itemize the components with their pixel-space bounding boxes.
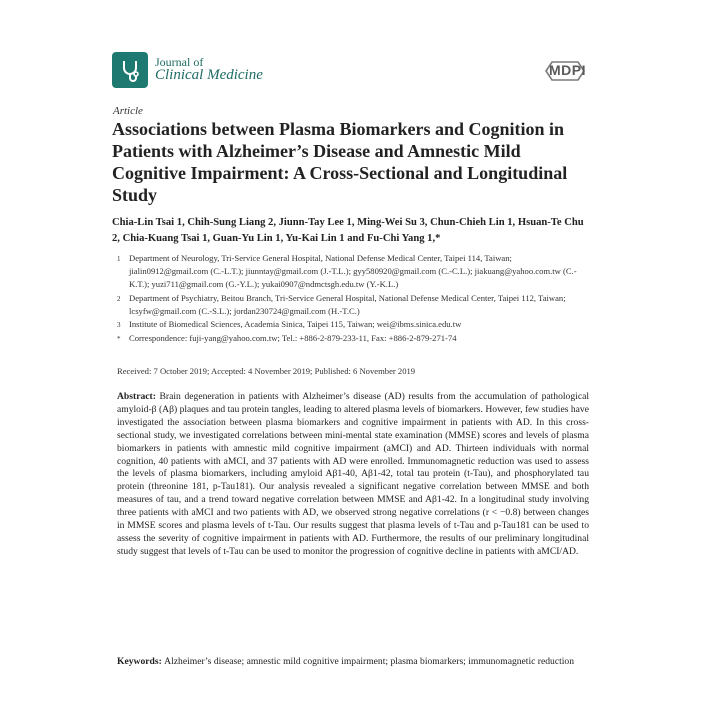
affiliation-2: 2 Department of Psychiatry, Beitou Branch, Tri-Service General Hospital, National Defense Medical Center, Taipei 112, Taiwan; lcsyfw@gmail.com (C.-S.L.); jordan230724@gmail.com (H.-T.C.) (117, 292, 566, 316)
keywords-label: Keywords: (117, 656, 165, 667)
affiliations (117, 252, 592, 346)
publisher-name: MDPI (549, 62, 586, 78)
article-title: Associations between Plasma Biomarkers and Cognition in Patients with Alzheimer’s Disease and Amnestic Mild Cognitive Impairment: A Cross-Sectional and Longitudinal Study (112, 119, 568, 205)
journal-name-line1: Journal of (155, 54, 204, 69)
publisher-logo (543, 60, 587, 82)
abstract-text: Brain degeneration in patients with Alzheimer’s disease (AD) results from the accumulation of pathological amyloid-β (Aβ) plaques and tau protein tangles, leading to altered plasma levels of biomarkers. However, few studies have investigated the association between plasma biomarkers and cognitive impairment in patients with AD. In this cross-sectional study, we investigated correlations between mini-mental state examination (MMSE) scores and levels of plasma biomarkers in patients with amnestic mild cognitive impairment (aMCI) and AD. Thirteen individuals with normal cognition, 40 patients with aMCI, and 37 patients with AD were enrolled. Immunomagnetic reduction was used to assess the levels of plasma biomarkers, including amyloid Aβ1-40, Aβ1-42, total tau protein (t-Tau), and phosphorylated tau protein (threonine 181, p-Tau181). Our analysis revealed a significant negative correlation between MMSE and both measures of tau, and a trend toward negative correlation between MMSE and Aβ1-42. In a longitudinal study involving three patients with aMCI and two patients with AD, we observed strong negative correlations (r < −0.8) between changes in MMSE scores and plasma levels of t-Tau. Our results suggest that plasma levels of t-Tau and p-Tau181 can be used to assess the severity of cognitive impairment in patients with AD. Furthermore, the results of our preliminary longitudinal study suggest that levels of t-Tau can be used to monitor the progression of cognitive decline in patients with aMCI/AD. (117, 391, 589, 557)
publication-dates: Received: 7 October 2019; Accepted: 4 November 2019; Published: 6 November 2019 (117, 366, 416, 376)
correspondence: * Correspondence: fuji-yang@yahoo.com.tw; Tel.: +886-2-879-233-11, Fax: +886-2-879-271-74 (117, 333, 457, 344)
keywords-text: Alzheimer’s disease; amnestic mild cognitive impairment; plasma biomarkers; immunomagnetic reduction (164, 656, 575, 667)
stethoscope-icon (112, 52, 148, 88)
article-type: Article (113, 105, 143, 117)
abstract (117, 391, 589, 559)
keywords (117, 656, 589, 669)
journal-name-line2: Clinical Medicine (155, 67, 263, 84)
journal-logo (112, 52, 263, 88)
affiliation-1: 1 Department of Neurology, Tri-Service General Hospital, National Defense Medical Center, Taipei 114, Taiwan; jialin0912@gmail.com (C.-L.T.); jiunntay@gmail.com (J.-T.L.); gyy580920@gmail.com (C.-C.L.); jiakuang@yahoo.com.tw (C.-K.T.); yuzi711@gmail.com (G.-Y.L.); yukai0907@ndmctsgh.edu.tw (Y.-K.L.) (117, 253, 577, 290)
author-list: Chia-Lin Tsai 1, Chih-Sung Liang 2, Jiunn-Tay Lee 1, Ming-Wei Su 3, Chun-Chieh Lin 1, Hsuan-Te Chu 2, Chia-Kuang Tsai 1, Guan-Yu Lin 1, Yu-Kai Lin 1 and Fu-Chi Yang 1,* (112, 217, 584, 244)
affiliation-3: 3 Institute of Biomedical Sciences, Academia Sinica, Taipei 115, Taiwan; wei@ibms.sinica.edu.tw (117, 319, 462, 330)
abstract-label: Abstract: (117, 391, 160, 402)
